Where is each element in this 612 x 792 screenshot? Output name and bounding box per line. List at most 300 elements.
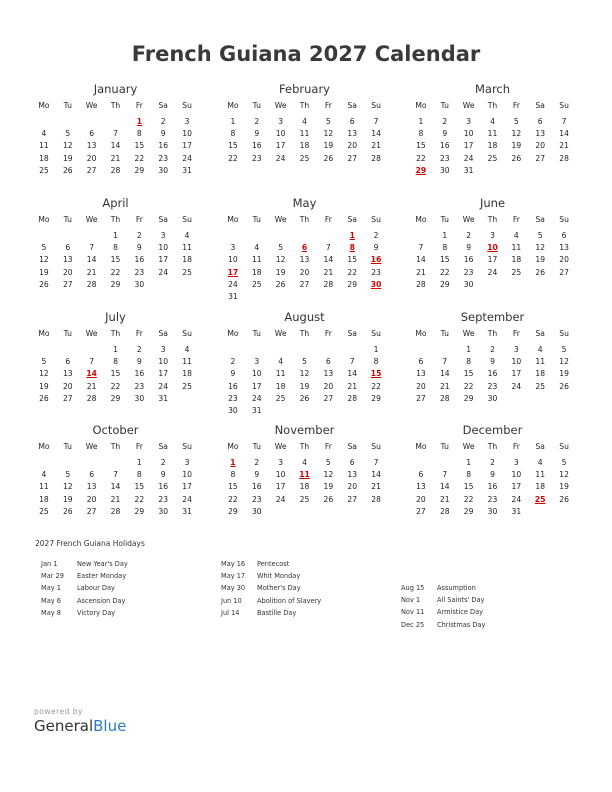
day: 20 (347, 482, 358, 492)
day: 28 (323, 279, 334, 289)
day: 24 (182, 494, 192, 504)
day: 11 (299, 129, 310, 139)
day: 25 (251, 279, 262, 289)
weekday-label: We (85, 329, 98, 338)
day: 12 (323, 129, 334, 139)
holiday-date: Dec 25 (401, 620, 425, 629)
day: 29 (463, 506, 474, 516)
day: 18 (275, 381, 286, 391)
day: 26 (39, 393, 49, 403)
day: 3 (466, 117, 472, 126)
holiday-name: Assumption (437, 584, 476, 592)
holiday-date: May 30 (221, 584, 246, 593)
day: 3 (490, 231, 495, 240)
weekday-label: Mo (415, 215, 427, 224)
day: 22 (228, 494, 238, 504)
day: 25 (511, 267, 522, 277)
weekday-label: Fr (512, 215, 520, 224)
day: 16 (158, 141, 169, 151)
month-name: December (462, 423, 523, 437)
day: 6 (325, 357, 331, 367)
day: 13 (62, 255, 73, 265)
day: 2 (230, 357, 236, 367)
day: 20 (62, 267, 73, 277)
day: 24 (275, 153, 286, 163)
day: 8 (373, 357, 379, 367)
day: 13 (62, 369, 73, 379)
holiday-date: Nov 1 (401, 596, 421, 605)
day: 29 (347, 279, 358, 289)
day: 17 (275, 141, 286, 151)
day: 13 (347, 129, 358, 139)
day: 5 (302, 357, 307, 367)
empty-day (409, 457, 433, 469)
holiday-day: 15 (370, 369, 382, 379)
holiday-name: Pentecost (257, 560, 290, 568)
weekday-label: Tu (440, 101, 449, 110)
holiday-name: Bastille Day (257, 608, 297, 617)
weekday-label: Mo (415, 101, 427, 110)
day: 4 (184, 231, 190, 240)
weekday-label: Mo (227, 329, 239, 338)
month-may (221, 196, 388, 303)
day: 3 (184, 117, 190, 126)
day: 20 (535, 141, 546, 151)
day: 15 (439, 255, 450, 265)
day: 14 (416, 255, 426, 265)
day: 18 (39, 153, 49, 163)
day: 24 (228, 279, 238, 289)
day: 29 (228, 506, 238, 516)
weekday-header (221, 100, 388, 112)
day: 20 (323, 381, 334, 391)
day: 21 (416, 267, 426, 277)
day: 7 (418, 243, 424, 253)
holiday-date: May 17 (221, 572, 246, 581)
day: 5 (561, 345, 567, 354)
month-november (221, 423, 388, 518)
holiday-date: Jan 1 (41, 560, 58, 568)
holiday-name: Easter Monday (77, 572, 127, 581)
weekday-header (32, 100, 199, 112)
weekday-label: Th (487, 329, 498, 338)
day: 23 (228, 393, 238, 403)
day: 22 (439, 267, 450, 277)
day: 27 (86, 506, 97, 516)
day: 21 (86, 267, 97, 277)
day: 5 (513, 117, 519, 126)
powered-by-text: powered by (34, 707, 83, 716)
day: 29 (134, 506, 145, 516)
day: 13 (416, 482, 426, 492)
day: 30 (228, 405, 238, 415)
month-february (221, 82, 388, 165)
holiday-name: Abolition of Slavery (257, 596, 322, 605)
day: 5 (278, 243, 284, 253)
empty-day (293, 344, 317, 356)
day: 8 (113, 243, 118, 253)
day: 25 (275, 393, 286, 403)
day: 23 (439, 153, 450, 163)
day: 6 (418, 470, 424, 480)
day: 22 (463, 494, 474, 504)
weekday-label: Mo (227, 442, 239, 451)
empty-day (80, 457, 104, 469)
day: 14 (110, 482, 121, 492)
day: 7 (113, 129, 118, 139)
day: 4 (302, 458, 307, 467)
day: 27 (416, 506, 426, 516)
day: 2 (136, 231, 142, 240)
weekday-label: Tu (252, 215, 261, 224)
weekday-label: Su (559, 329, 569, 338)
day: 26 (323, 494, 334, 504)
day: 25 (182, 381, 192, 391)
weekday-label: Su (182, 329, 192, 338)
day: 18 (182, 369, 192, 379)
holiday-name: Christmas Day (437, 620, 486, 629)
day: 17 (158, 369, 169, 379)
day: 19 (535, 255, 546, 265)
day: 10 (511, 357, 522, 367)
empty-day (104, 457, 128, 469)
weekday-label: Fr (135, 101, 143, 110)
day: 31 (511, 506, 522, 516)
holidays-title: 2027 French Guiana Holidays (35, 539, 145, 548)
day: 5 (41, 357, 47, 367)
day: 2 (466, 231, 472, 240)
day: 7 (442, 357, 448, 367)
day: 31 (463, 165, 474, 175)
day: 11 (275, 369, 286, 379)
day: 12 (535, 243, 546, 253)
day: 21 (371, 482, 381, 492)
day: 6 (537, 117, 543, 126)
day: 16 (251, 141, 262, 151)
day: 26 (275, 279, 286, 289)
day: 12 (275, 255, 286, 265)
day: 17 (487, 255, 498, 265)
holiday-day: 14 (86, 369, 97, 379)
day: 28 (371, 153, 381, 163)
empty-day (56, 230, 80, 242)
day: 18 (535, 369, 546, 379)
day: 16 (439, 141, 450, 151)
day: 31 (228, 291, 238, 301)
day: 9 (160, 129, 166, 139)
day: 10 (182, 129, 192, 139)
day: 14 (371, 129, 381, 139)
day: 5 (537, 231, 543, 240)
day: 11 (535, 357, 546, 367)
day: 18 (299, 141, 310, 151)
day: 27 (62, 393, 73, 403)
holiday-date: Aug 15 (401, 584, 425, 592)
holiday-name: Mother's Day (257, 584, 301, 593)
day: 21 (110, 494, 121, 504)
day: 19 (299, 381, 310, 391)
day: 28 (86, 279, 97, 289)
empty-day (409, 230, 433, 242)
holiday-date: Jun 10 (221, 596, 242, 605)
holiday-row (41, 558, 128, 570)
day: 24 (511, 381, 522, 391)
weekday-label: We (274, 215, 287, 224)
day: 12 (39, 255, 49, 265)
day: 4 (537, 345, 543, 354)
day: 17 (511, 369, 522, 379)
empty-day (80, 116, 104, 128)
day: 9 (136, 243, 142, 253)
day: 28 (110, 165, 121, 175)
day-grid (32, 230, 199, 291)
day: 14 (110, 141, 121, 151)
day: 19 (62, 153, 73, 163)
weekday-label: Sa (347, 101, 357, 110)
day: 4 (537, 458, 543, 467)
month-june (409, 196, 576, 291)
weekday-label: Sa (535, 442, 545, 451)
day-grid (409, 457, 576, 518)
weekday-label: Sa (347, 329, 357, 338)
day: 24 (487, 267, 498, 277)
weekday-label: We (274, 329, 287, 338)
holiday-day: 10 (487, 243, 498, 253)
month-name: July (105, 310, 126, 324)
day: 21 (439, 494, 450, 504)
day: 4 (184, 345, 190, 354)
month-december (409, 423, 576, 518)
weekday-label: We (274, 442, 287, 451)
day: 22 (110, 267, 121, 277)
day: 8 (466, 470, 472, 480)
day: 4 (513, 231, 519, 240)
month-january (32, 82, 199, 177)
weekday-label: Sa (535, 101, 545, 110)
day: 20 (347, 141, 358, 151)
weekday-header (221, 441, 388, 453)
holiday-name: Labour Day (77, 584, 115, 593)
weekday-label: Mo (415, 329, 427, 338)
day: 23 (251, 153, 262, 163)
day: 6 (349, 458, 355, 467)
day: 15 (228, 141, 238, 151)
empty-day (433, 457, 457, 469)
holiday-day: 8 (349, 243, 355, 253)
day: 22 (371, 381, 381, 391)
day: 30 (134, 279, 145, 289)
weekday-label: Su (559, 442, 569, 451)
day: 12 (323, 470, 334, 480)
day: 23 (158, 494, 169, 504)
day: 30 (158, 506, 169, 516)
day: 24 (275, 494, 286, 504)
day: 20 (299, 267, 310, 277)
holiday-day: 29 (415, 165, 427, 175)
weekday-label: Fr (324, 442, 332, 451)
month-name: October (92, 423, 139, 437)
weekday-label: Mo (38, 442, 50, 451)
day: 7 (442, 470, 448, 480)
empty-day (104, 116, 128, 128)
day: 11 (535, 470, 546, 480)
day: 7 (349, 357, 355, 367)
day: 2 (373, 231, 379, 240)
day: 28 (110, 506, 121, 516)
holiday-day: 6 (301, 243, 308, 253)
empty-day (80, 230, 104, 242)
day: 6 (561, 231, 567, 240)
day: 15 (347, 255, 358, 265)
day: 22 (416, 153, 426, 163)
day: 4 (278, 357, 284, 367)
day: 30 (487, 393, 498, 403)
day: 4 (254, 243, 260, 253)
day: 15 (463, 482, 474, 492)
weekday-label: Th (487, 442, 498, 451)
day: 13 (347, 470, 358, 480)
day: 26 (299, 393, 310, 403)
holiday-date: May 6 (41, 596, 61, 605)
day: 5 (561, 458, 567, 467)
month-name: April (102, 196, 129, 210)
weekday-label: Su (182, 101, 192, 110)
day: 9 (490, 357, 495, 367)
day: 14 (371, 470, 381, 480)
day: 27 (416, 393, 426, 403)
day: 17 (251, 381, 262, 391)
weekday-label: Sa (158, 101, 168, 110)
day: 26 (323, 153, 334, 163)
day: 9 (160, 470, 166, 480)
weekday-label: Tu (63, 101, 72, 110)
weekday-label: Fr (512, 329, 520, 338)
holiday-row (221, 595, 321, 607)
weekday-label: We (462, 101, 475, 110)
weekday-header (409, 100, 576, 112)
day: 15 (110, 255, 121, 265)
day-grid (221, 116, 388, 165)
holiday-row (401, 594, 485, 606)
month-name: June (479, 196, 506, 210)
holiday-date: May 1 (41, 584, 61, 593)
day: 12 (511, 129, 522, 139)
day: 19 (39, 267, 49, 277)
brand-name (34, 717, 126, 735)
day: 18 (39, 494, 49, 504)
day: 29 (110, 393, 121, 403)
day: 16 (251, 482, 262, 492)
month-march (409, 82, 576, 177)
weekday-label: Mo (38, 101, 50, 110)
day: 30 (487, 506, 498, 516)
holiday-day: 16 (370, 255, 382, 265)
holiday-row (221, 582, 321, 594)
day: 15 (228, 482, 238, 492)
day: 19 (559, 369, 569, 379)
empty-day (32, 344, 56, 356)
day: 14 (323, 255, 334, 265)
day: 21 (86, 381, 97, 391)
day: 7 (113, 470, 118, 480)
day: 12 (62, 141, 73, 151)
day: 30 (463, 279, 474, 289)
empty-day (56, 457, 80, 469)
holiday-date: May 16 (221, 560, 246, 568)
month-name: January (93, 82, 138, 96)
weekday-label: Fr (512, 101, 520, 110)
day: 28 (416, 279, 426, 289)
holiday-day: 25 (534, 494, 546, 504)
day: 19 (323, 141, 334, 151)
day: 31 (182, 506, 192, 516)
day: 7 (561, 117, 567, 126)
weekday-label: Tu (440, 329, 449, 338)
day: 9 (136, 357, 142, 367)
day: 3 (230, 243, 236, 253)
day: 24 (182, 153, 192, 163)
day: 3 (254, 357, 260, 367)
day: 27 (347, 494, 358, 504)
day: 20 (559, 255, 569, 265)
day: 25 (299, 153, 310, 163)
day: 8 (442, 243, 448, 253)
holiday-row (41, 570, 128, 582)
day: 13 (86, 141, 97, 151)
day: 25 (487, 153, 498, 163)
weekday-label: We (85, 215, 98, 224)
day: 10 (463, 129, 474, 139)
day: 3 (160, 345, 166, 354)
holiday-date: Nov 11 (401, 608, 425, 617)
day: 24 (511, 494, 522, 504)
empty-day (433, 344, 457, 356)
day: 26 (62, 506, 73, 516)
day: 20 (416, 381, 426, 391)
weekday-label: Fr (324, 215, 332, 224)
day: 1 (373, 345, 379, 354)
holiday-name: All Saints' Day (437, 596, 485, 605)
holiday-name: Victory Day (77, 608, 116, 617)
day: 8 (418, 129, 424, 139)
weekday-label: Sa (158, 215, 168, 224)
day: 6 (65, 357, 71, 367)
day: 23 (134, 267, 145, 277)
weekday-label: Fr (135, 442, 143, 451)
day: 20 (62, 381, 73, 391)
day: 15 (463, 369, 474, 379)
day: 11 (511, 243, 522, 253)
day: 21 (323, 267, 334, 277)
day: 15 (134, 482, 145, 492)
day: 12 (39, 369, 49, 379)
day: 29 (110, 279, 121, 289)
day: 8 (136, 129, 142, 139)
day: 8 (136, 470, 142, 480)
day: 24 (158, 267, 169, 277)
day: 10 (182, 470, 192, 480)
day: 23 (463, 267, 474, 277)
day: 26 (62, 165, 73, 175)
holiday-row (41, 607, 128, 619)
weekday-label: Sa (535, 329, 545, 338)
day: 27 (62, 279, 73, 289)
day: 21 (439, 381, 450, 391)
day: 29 (134, 165, 145, 175)
day: 28 (439, 393, 450, 403)
day: 5 (325, 458, 331, 467)
empty-day (56, 116, 80, 128)
